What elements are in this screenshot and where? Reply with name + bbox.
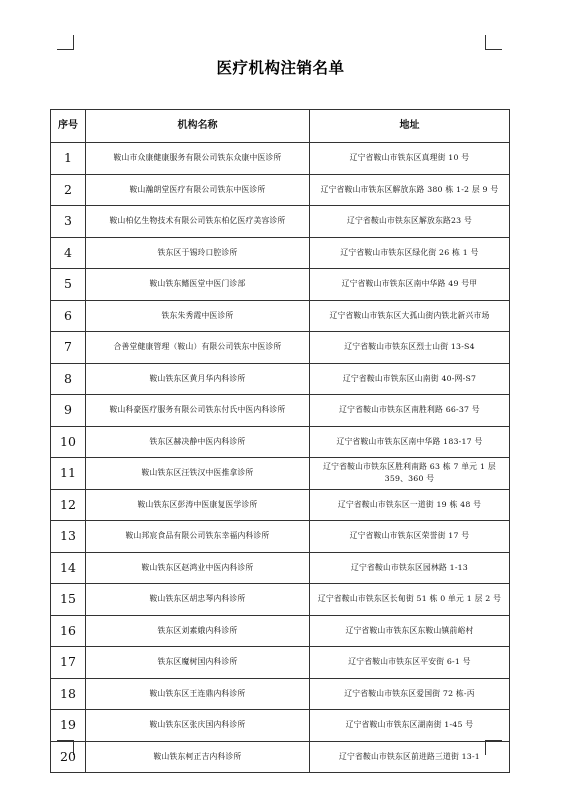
institution-name: 合善堂健康管理（鞍山）有限公司铁东中医诊所 — [86, 332, 310, 364]
institution-name: 鞍山铁东区黄月华内科诊所 — [86, 363, 310, 395]
table-row — [51, 741, 510, 773]
institution-address: 辽宁省鞍山市铁东区东鞍山镇前峪村 — [310, 615, 510, 647]
crop-mark-top-right — [485, 35, 502, 50]
institution-address: 辽宁省鞍山市铁东区前进路三道街 13-1 — [310, 741, 510, 773]
institution-name: 鞍山市众康健康服务有限公司铁东众康中医诊所 — [86, 143, 310, 175]
table-row — [51, 237, 510, 269]
institution-name: 鞍山铁东区胡忠琴内科诊所 — [86, 584, 310, 616]
institution-address: 辽宁省鞍山市铁东区大孤山街内铁北新兴市场 — [310, 300, 510, 332]
crop-mark-top-left — [57, 35, 74, 50]
table-row — [51, 458, 510, 490]
table-row — [51, 206, 510, 238]
row-number: 8 — [51, 363, 86, 395]
row-number: 17 — [51, 647, 86, 679]
table-body — [51, 143, 510, 773]
institution-address: 辽宁省鞍山市铁东区园林路 1-13 — [310, 552, 510, 584]
row-number: 12 — [51, 489, 86, 521]
institution-name: 鞍山柏亿生物技术有限公司铁东柏亿医疗美容诊所 — [86, 206, 310, 238]
institution-name: 鞍山科豪医疗服务有限公司铁东付氏中医内科诊所 — [86, 395, 310, 427]
table-row — [51, 143, 510, 175]
institution-name: 鞍山瀚朗堂医疗有限公司铁东中医诊所 — [86, 174, 310, 206]
institution-name: 鞍山铁东区赵鸿业中医内科诊所 — [86, 552, 310, 584]
institution-name: 铁东朱秀霞中医诊所 — [86, 300, 310, 332]
row-number: 2 — [51, 174, 86, 206]
table-row — [51, 615, 510, 647]
row-number: 9 — [51, 395, 86, 427]
institution-name: 鞍山铁东柯正吉内科诊所 — [86, 741, 310, 773]
table-row — [51, 521, 510, 553]
row-number: 13 — [51, 521, 86, 553]
institution-name: 铁东区于锡玲口腔诊所 — [86, 237, 310, 269]
institution-address: 辽宁省鞍山市铁东区烈士山街 13-S4 — [310, 332, 510, 364]
table-row — [51, 300, 510, 332]
row-number: 20 — [51, 741, 86, 773]
institution-address: 辽宁省鞍山市铁东区平安街 6-1 号 — [310, 647, 510, 679]
row-number: 10 — [51, 426, 86, 458]
table-row — [51, 552, 510, 584]
document-title: 医疗机构注销名单 — [216, 59, 345, 77]
institution-address: 辽宁省鞍山市铁东区绿化街 26 栋 1 号 — [310, 237, 510, 269]
institution-address: 辽宁省鞍山市铁东区爱国街 72 栋-丙 — [310, 678, 510, 710]
institution-name: 鞍山邦宸食品有限公司铁东幸福内科诊所 — [86, 521, 310, 553]
table-header-row — [51, 110, 510, 143]
row-number: 18 — [51, 678, 86, 710]
row-number: 6 — [51, 300, 86, 332]
table-row — [51, 174, 510, 206]
institution-name: 铁东区赫决静中医内科诊所 — [86, 426, 310, 458]
row-number: 4 — [51, 237, 86, 269]
table-row — [51, 269, 510, 301]
row-number: 16 — [51, 615, 86, 647]
institution-name: 铁东区刘素娥内科诊所 — [86, 615, 310, 647]
table-row — [51, 426, 510, 458]
row-number: 3 — [51, 206, 86, 238]
institution-address: 辽宁省鞍山市铁东区真理街 10 号 — [310, 143, 510, 175]
institution-address: 辽宁省鞍山市铁东区胜利南路 63 栋 7 单元 1 层 359、360 号 — [310, 458, 510, 490]
institution-address: 辽宁省鞍山市铁东区山南街 40-网-S7 — [310, 363, 510, 395]
table-row — [51, 489, 510, 521]
row-number: 14 — [51, 552, 86, 584]
table-row — [51, 678, 510, 710]
institution-address: 辽宁省鞍山市铁东区荣誉街 17 号 — [310, 521, 510, 553]
institution-address: 辽宁省鞍山市铁东区长甸街 51 栋 0 单元 1 层 2 号 — [310, 584, 510, 616]
registry-table — [50, 109, 510, 773]
institution-name: 鞍山铁东区张庆国内科诊所 — [86, 710, 310, 742]
institution-name: 铁东区魔树国内科诊所 — [86, 647, 310, 679]
institution-name: 鞍山铁东区王连鼎内科诊所 — [86, 678, 310, 710]
institution-name: 鞍山铁东鳍医堂中医门诊部 — [86, 269, 310, 301]
institution-address: 辽宁省鞍山市铁东区一道街 19 栋 48 号 — [310, 489, 510, 521]
table-row — [51, 647, 510, 679]
table-row — [51, 363, 510, 395]
row-number: 19 — [51, 710, 86, 742]
institution-name: 鞍山铁东区汪铁汉中医推拿诊所 — [86, 458, 310, 490]
table-row — [51, 710, 510, 742]
institution-name: 鞍山铁东区彭涛中医康复医学诊所 — [86, 489, 310, 521]
header-serial-no: 序号 — [51, 110, 86, 143]
row-number: 7 — [51, 332, 86, 364]
row-number: 15 — [51, 584, 86, 616]
table-row — [51, 395, 510, 427]
institution-address: 辽宁省鞍山市铁东区湖南街 1-45 号 — [310, 710, 510, 742]
institution-address: 辽宁省鞍山市铁东区南中华路 183-17 号 — [310, 426, 510, 458]
header-address: 地址 — [310, 110, 510, 143]
institution-address: 辽宁省鞍山市铁东区南中华路 49 号甲 — [310, 269, 510, 301]
institution-address: 辽宁省鞍山市铁东区解放东路23 号 — [310, 206, 510, 238]
institution-address: 辽宁省鞍山市铁东区解放东路 380 栋 1-2 层 9 号 — [310, 174, 510, 206]
row-number: 5 — [51, 269, 86, 301]
table-row — [51, 332, 510, 364]
row-number: 1 — [51, 143, 86, 175]
header-institution-name: 机构名称 — [86, 110, 310, 143]
table-row — [51, 584, 510, 616]
institution-address: 辽宁省鞍山市铁东区南胜利路 66-37 号 — [310, 395, 510, 427]
row-number: 11 — [51, 458, 86, 490]
